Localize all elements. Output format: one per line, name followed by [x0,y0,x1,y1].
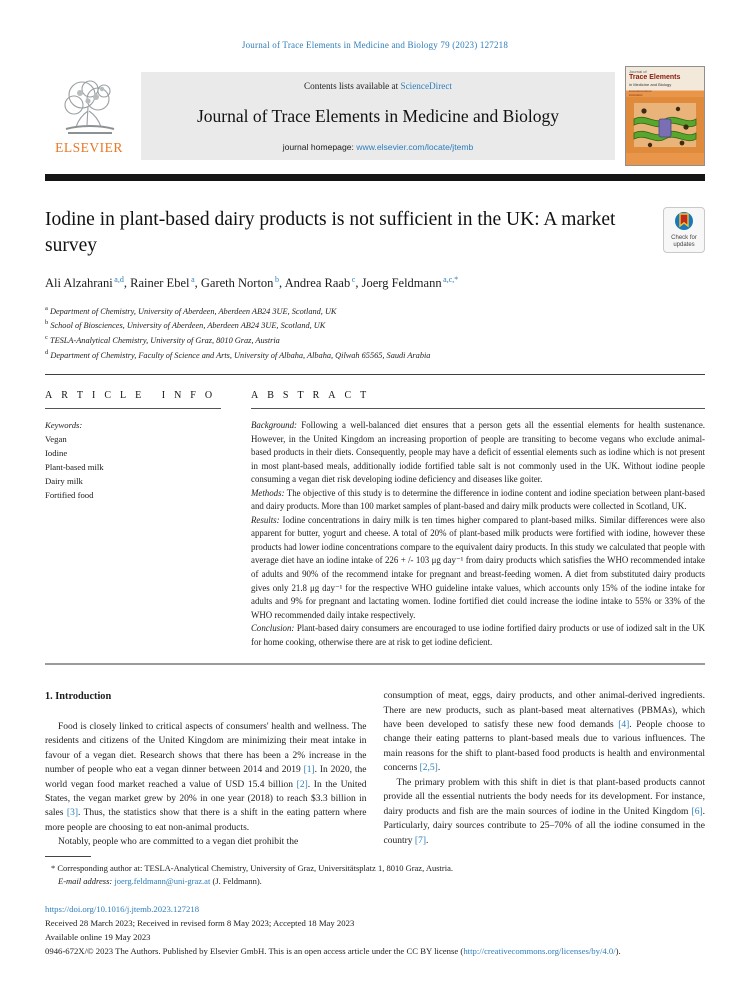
intro-right-paragraphs [384,689,706,848]
keywords-label: Keywords: [45,420,83,431]
affiliation-sup: c [45,333,48,341]
author-affil-sup: b [273,274,280,284]
abstract-heading: A B S T R A C T [251,390,370,402]
contents-line [141,81,615,91]
keyword-item: Vegan [45,434,67,445]
citation-link[interactable]: [3] [66,808,78,819]
running-head: Journal of Trace Elements in Medicine and Biology 79 (2023) 127218 [241,40,509,50]
author-name: Ali Alzahrani $^{a,d}$, [45,274,131,290]
author-affil-sup: c [350,274,356,284]
keyword-item: Plant-based milk [45,461,104,472]
homepage-line [141,142,615,152]
article-info-column [45,375,251,649]
abstract-column [251,375,705,649]
footnote-rule [45,856,91,857]
abstract-body [251,419,705,649]
affiliation-sup: a [45,304,48,312]
contents-prefix: Contents lists available at [304,81,401,91]
keywords-list [45,433,221,503]
body-paragraph: Food is closely linked to critical aspects of consumers' health and wellness. The residents and citizens of the United Kingdom are minimizing their meat intake in favour of a vegan diet. Research shows that there has been a 2% increase in the number of people who eat a vegan dinner between 2014 and 2019 [1]. In 2020, the world vegan food market reached a value of USD 15.4 billion [2]. In the United States, the vegan market grew by 20% in one year (2018) to reach $3.3 billion in sales [3]. Thus, the statistics show that there is a shift in the eating pattern where more people are choosing to eat non-animal products. [45,721,367,833]
author-affil-sup: a,c,* [441,274,459,284]
affiliation-line: $^b$ School of Biosciences, University of Aberdeen, Aberdeen AB24 3UE, Scotland, UK [45,319,326,331]
citation-link[interactable]: [2,5] [419,763,438,774]
citation-link[interactable]: [7] [414,835,426,846]
cover-title: Trace Elements [629,74,681,81]
title-block [45,207,705,260]
doi-link[interactable]: https://doi.org/10.1016/j.jtemb.2023.127218 [45,904,200,915]
keywords-block [45,419,221,503]
citation-link[interactable]: [1] [303,765,315,776]
cover-journal-of: Journal of [629,69,647,74]
footnote-email-line [45,875,705,888]
body-paragraph: The primary problem with this shift in diet is that plant-based products cannot provide all the essential nutrients the body needs for its development. For instance, dairy products and fish are the main sources of iodine in the United Kingdom [6]. Particularly, dairy sources contribute to 25–70% of all the iodine consumed in the country [7]. [383,777,705,846]
badge-line1: Check for [671,234,697,241]
journal-title: Journal of Trace Elements in Medicine and Biology [196,106,560,126]
intro-right-column [384,689,706,850]
abstract-section: Background: Following a well-balanced diet ensures that a person gets all the essential elements for health sustenance. However, in the United Kingdom an increasing proportion of people are transiting to become vegans who exclude animal-based products in their diets. Consequently, people may have a deficit of essential elements such as iodine which is not present in most plant-based meals, additionally iodide fortified table salt is not commonly used in the UK. Without iodine people consuming a vegan diet risk developing iodine deficiency and diseases like goiter. [251,420,705,485]
author-affil-sup: a [189,274,195,284]
copyright-line [45,945,705,959]
cover-illustration [626,97,704,153]
badge-line2: updates [673,242,695,248]
author-name: Gareth Norton $^b$, [200,274,285,290]
abstract-section-label: Methods: [251,487,285,498]
elsevier-tree-icon [56,77,122,139]
check-updates-icon [674,211,694,233]
copyright-suffix: ). [615,945,621,956]
abstract-section-label: Results: [251,514,280,525]
citation-link[interactable]: [2] [296,779,308,790]
homepage-link[interactable]: www.elsevier.com/locate/jtemb [356,142,474,152]
abstract-section: Methods: The objective of this study is to determine the difference in iodine content and iodine speciation between plant-based and dairy products. More than 100 market samples of plant-based and dairy milk products were collected in Scotland, UK. [251,487,705,512]
author-name: Joerg Feldmann $^{a,c,*}$ [361,274,459,290]
author-list [45,276,705,291]
abstract-section-label: Background: [251,420,298,431]
elsevier-logo[interactable] [45,77,133,156]
keyword-item: Dairy milk [45,475,83,486]
check-updates-label [671,235,697,250]
check-for-updates-badge[interactable] [663,207,705,253]
article-info-heading: A R T I C L E I N F O [45,390,216,402]
license-link[interactable]: http://creativecommons.org/licenses/by/4.0/ [463,945,616,956]
email-label: E-mail address: [58,875,113,886]
article-title: Iodine in plant-based dairy products is not sufficient in the UK: A market survey [45,209,616,257]
abstract-section: Conclusion: Plant-based dairy consumers are encouraged to use iodine fortified dairy products or use of iodized salt in the UK for home cooking, otherwise there are at risk to get iodine deficient. [251,623,705,647]
cover-masthead [626,67,704,87]
footnote-line1: * Corresponding author at: TESLA-Analytical Chemistry, University of Graz, Universitätsplatz 1, 8010 Graz, Austria. [51,862,454,873]
introduction-section [45,689,705,850]
author-name: Rainer Ebel $^a$, [130,274,201,290]
elsevier-wordmark: ELSEVIER [55,139,123,155]
affiliation-sup: d [45,348,49,356]
header-divider-bar [45,174,705,181]
info-abstract-grid [45,375,705,649]
body-paragraph: Notably, people who are committed to a vegan diet prohibit the [58,837,299,848]
article-info-rule [45,408,221,409]
homepage-prefix: journal homepage: [282,142,357,152]
email-suffix: (J. Feldmann). [210,875,262,886]
cover-subtitle: in Medicine and Biology [629,82,672,87]
journal-banner [141,72,615,160]
email-link[interactable]: joerg.feldmann@uni-graz.at [114,875,211,886]
body-paragraph: consumption of meat, eggs, dairy products, and other animal-derived ingredients. There are new products, such as plant-based meat alternatives (PBMAs), which have been developed to satisfy these new food demands [4]. People choose to change their eating patterns to plant-based meals due to various influences. The main reasons for the shift to plant-based food products is health and environmental concerns [2,5]. [383,691,705,774]
affiliation-sup: b [45,319,49,327]
cover-fine-print: ▪▪▪▪▪▪▪▪▪▪▪▪▪▪▪▪▪▪▪▪ ▪▪▪▪▪▪▪▪▪▪▪▪ [629,89,652,98]
abstract-bottom-rule [45,663,705,665]
journal-header [45,66,705,166]
intro-left-paragraphs [45,720,367,850]
citation-link[interactable]: [4] [618,720,630,731]
affiliation-line: $^a$ Department of Chemistry, University of Aberdeen, Aberdeen AB24 3UE, Scotland, UK [45,304,337,316]
abstract-rule [251,408,705,409]
received-dates: Received 28 March 2023; Received in revised form 8 May 2023; Accepted 18 May 2023 [45,918,355,928]
author-affil-sup: a,d [112,274,124,284]
journal-cover-thumbnail[interactable] [625,66,705,166]
keyword-item: Iodine [45,447,68,458]
sciencedirect-link[interactable]: ScienceDirect [400,81,452,91]
keyword-item: Fortified food [45,489,94,500]
copyright-text: 0946-672X/© 2023 The Authors. Published by Elsevier GmbH. This is an open access article under the CC BY license ( [45,945,464,956]
abstract-section-label: Conclusion: [251,623,295,634]
affiliation-line: $^d$ Department of Chemistry, Faculty of Science and Arts, University of Albaha, Albaha, Qilwah 65565, Saudi Arabia [45,348,431,360]
author-name: Andrea Raab $^c$, [284,274,362,290]
article-footer [45,903,705,959]
affiliation-list [45,304,705,363]
available-online: Available online 19 May 2023 [45,931,151,942]
abstract-section: Results: Iodine concentrations in dairy milk is ten times higher compared to plant-based milks. Similar differences were also apparent for butter, yogurt and cheese. A total of 20% of plant-based milk products were fortified with iodine, however these products had lower iodine concentrations compare to the equivalent dairy products. In this study we calculated that people with average diet have an iodine intake of 226 + /- 103 μg day⁻¹ from dairy products which satisfies the WHO recommended intake of adults and 90% of the recommend intake for pregnant and breast-feeding women. A diet from substituted dairy products gives only 21.8 μg day⁻¹ for the respective WHO guideline intake values, which accounts only 15% of the iodine intake for adults and 9% for pregnant and lactating women. Iodine fortified diet could increase the iodine intake to 55% or 33% of the WHO recommended daily intake respectively. [251,514,705,620]
citation-link[interactable]: [6] [691,806,703,817]
affiliation-line: $^c$ TESLA-Analytical Chemistry, University of Graz, 8010 Graz, Austria [45,333,280,345]
introduction-heading: 1. Introduction [45,691,112,703]
corresponding-author-footnote [45,862,705,888]
intro-left-column [45,689,367,850]
